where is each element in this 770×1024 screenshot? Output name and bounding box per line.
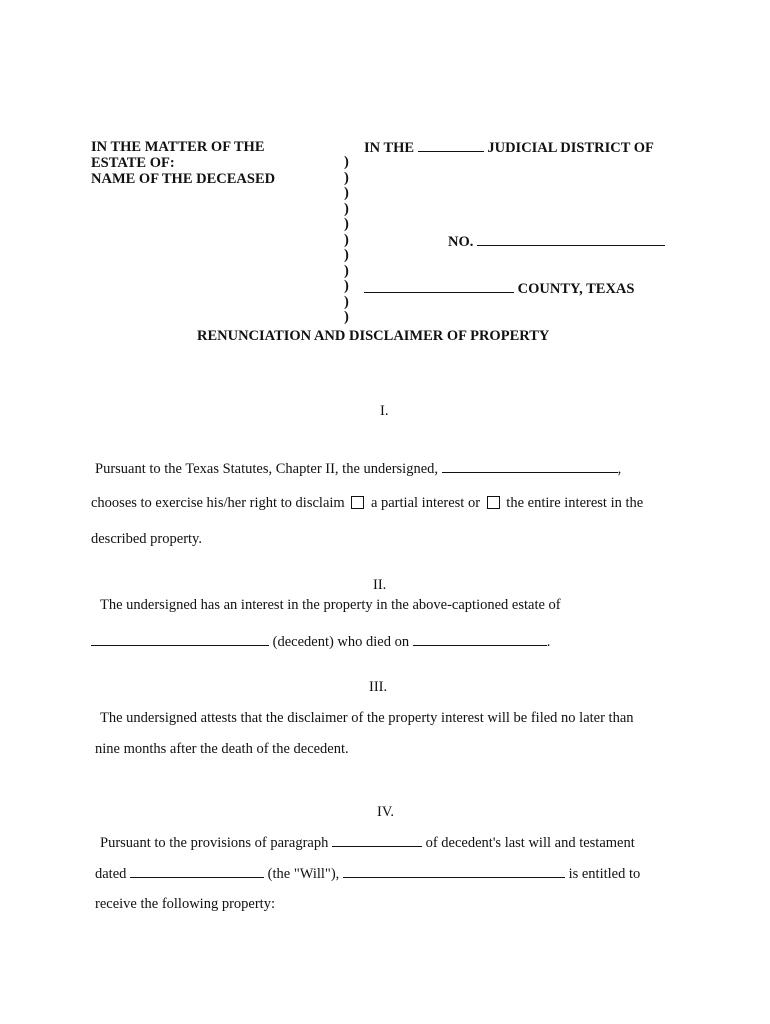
case-number-line: NO. [448, 233, 665, 251]
county-blank[interactable] [364, 280, 514, 293]
section-2-line2: (decedent) who died on . [91, 633, 550, 651]
caption-estate-line2: ESTATE OF: [91, 155, 175, 171]
section-4-line2: dated (the "Will"), is entitled to [95, 866, 641, 882]
section-4-line1: Pursuant to the provisions of paragraph of decedent's last will and testament [100, 835, 635, 851]
undersigned-name-blank[interactable] [442, 460, 618, 473]
section-1-line1: Pursuant to the Texas Statutes, Chapter II, the undersigned, , [95, 461, 622, 477]
partial-interest-checkbox[interactable] [351, 496, 364, 509]
decedent-name-blank[interactable] [91, 633, 269, 646]
will-date-blank[interactable] [130, 865, 264, 878]
death-date-blank[interactable] [413, 633, 547, 646]
section-3-numeral: III. [369, 679, 388, 695]
district-blank[interactable] [418, 139, 484, 152]
entire-interest-checkbox[interactable] [487, 496, 500, 509]
caption-deceased-name: NAME OF THE DECEASED [91, 171, 276, 187]
section-1-line3: described property. [91, 531, 202, 547]
section-1-line2: chooses to exercise his/her right to disclaim a partial interest or the entire interest in the [91, 495, 644, 511]
section-4-numeral: IV. [377, 804, 395, 820]
document-title: RENUNCIATION AND DISCLAIMER OF PROPERTY [197, 328, 550, 344]
paragraph-blank[interactable] [332, 834, 422, 847]
section-2-numeral: II. [373, 577, 387, 593]
section-4-line3: receive the following property: [95, 896, 275, 912]
court-district-line: IN THE JUDICIAL DISTRICT OF [364, 140, 654, 156]
case-number-blank[interactable] [477, 233, 665, 246]
caption-estate-line1: IN THE MATTER OF THE [91, 139, 265, 155]
caption-paren-column: ) ) ) ) ) ) ) ) ) ) ) [344, 154, 349, 325]
section-1-numeral: I. [380, 403, 389, 419]
section-3-line2: nine months after the death of the decedent. [95, 741, 349, 757]
beneficiary-blank[interactable] [343, 865, 565, 878]
section-3-line1: The undersigned attests that the disclaimer of the property interest will be filed no later than [100, 710, 634, 726]
county-line: COUNTY, TEXAS [364, 280, 634, 298]
section-2-line1: The undersigned has an interest in the property in the above-captioned estate of [100, 597, 561, 613]
